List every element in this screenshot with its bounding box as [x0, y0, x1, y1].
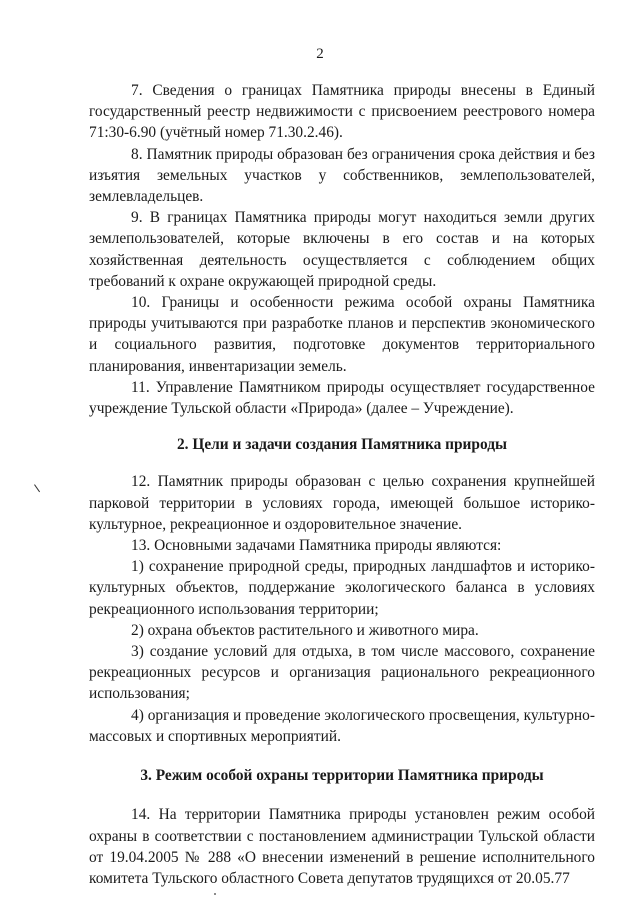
section-3-heading: 3. Режим особой охраны территории Памятника природы	[140, 767, 544, 785]
section-2-heading: 2. Цели и задачи создания Памятника природы	[176, 436, 508, 454]
list-item-3: 3) создание условий для отдыха, в том числе массового, сохранение рекреационных ресурсов и организация рационального рекреационного использования;	[89, 643, 595, 703]
scan-mark	[34, 481, 45, 492]
paragraph-8: 8. Памятник природы образован без ограничения срока действия и без изъятия земельных участков у собственников, землепользователей, землевладельцев.	[89, 145, 595, 206]
paragraph-13: 13. Основными задачами Памятника природы являются:	[131, 537, 502, 555]
list-item-1: 1) сохранение природной среды, природных ландшафтов и историко-культурных объектов, поддержание экологического баланса в условиях рекреационного использования территории;	[89, 558, 595, 618]
page-number: 2	[316, 46, 324, 62]
paragraph-10: 10. Границы и особенности режима особой охраны Памятника природы учитываются при разработке планов и перспектив экономического и социального развития, подготовке документов территориального планирования, инвентаризации земель.	[89, 294, 595, 375]
list-item-4: 4) организация и проведение экологического просвещения, культурно-массовых и спортивных мероприятий.	[89, 706, 595, 745]
scan-dot	[214, 893, 216, 895]
list-item-2: 2) охрана объектов растительного и животного мира.	[131, 621, 479, 639]
paragraph-12: 12. Памятник природы образован с целью сохранения крупнейшей парковой территории в условиях города, имеющей большое историко-культурное, рекреационное и оздоровительное значение.	[89, 473, 595, 533]
paragraph-9: 9. В границах Памятника природы могут находиться земли других землепользователей, которые включены в его состав и на которых хозяйственная деятельность осуществляется с соблюдением общих требований к охране окружающей природной среды.	[89, 209, 595, 290]
paragraph-7: 7. Сведения о границах Памятника природы внесены в Единый государственный реестр недвижимости с присвоением реестрового номера 71:30-6.90 (учётный номер 71.30.2.46).	[89, 82, 595, 142]
document-body	[89, 80, 595, 889]
paragraph-11: 11. Управление Памятником природы осуществляет государственное учреждение Тульской области «Природа» (далее – Учреждение).	[89, 378, 595, 418]
paragraph-14: 14. На территории Памятника природы установлен режим особой охраны в соответствии с постановлением администрации Тульской области от 19.04.2005 № 288 «О внесении изменений в решение исполнительного комитета Тульского областного Совета депутатов трудящихся от 20.05.77	[89, 806, 595, 887]
